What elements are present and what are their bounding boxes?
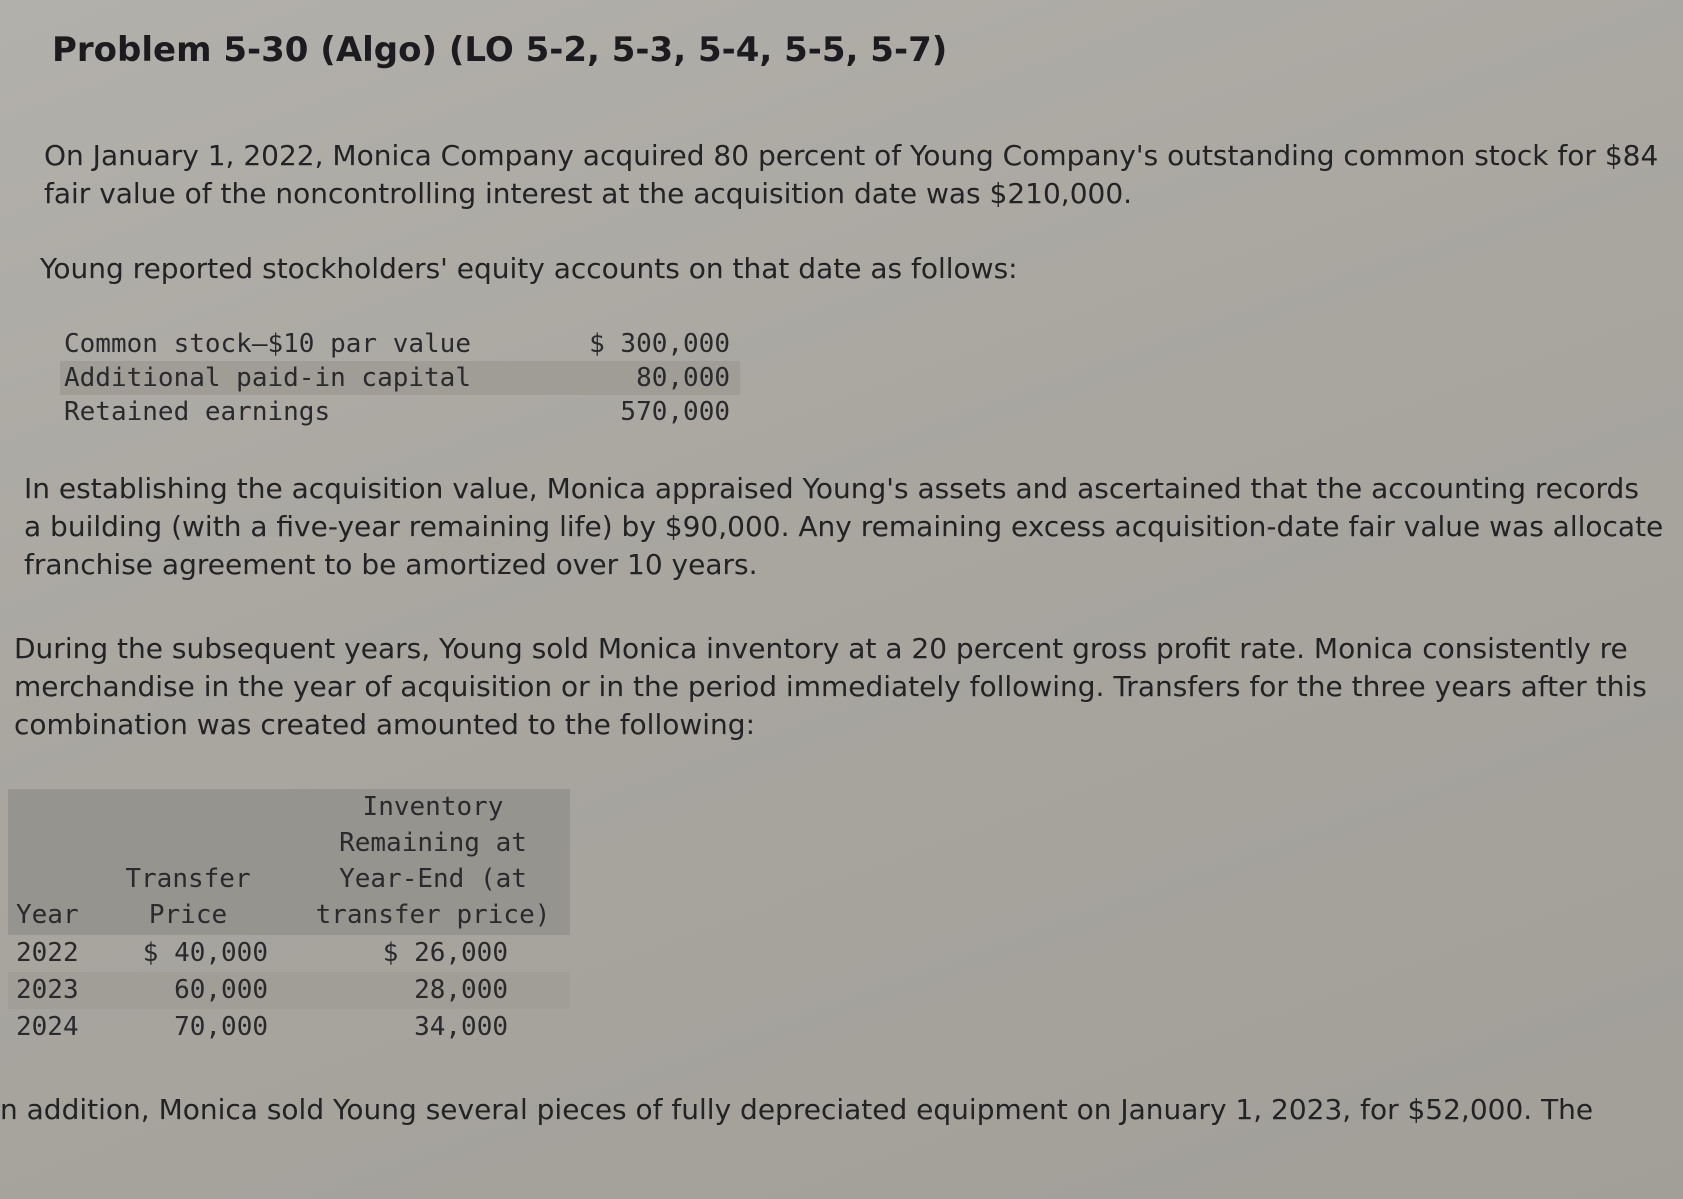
header-price-line: Price bbox=[148, 900, 228, 930]
appraisal-line-2: a building (with a five-year remaining life) by $90,000. Any remaining excess acquisition-date fair value was allocate bbox=[24, 510, 1664, 543]
equity-table bbox=[60, 327, 740, 429]
table-row bbox=[8, 1009, 570, 1046]
header-inv-line: Inventory bbox=[362, 792, 504, 822]
header-inventory-remaining bbox=[298, 789, 568, 933]
intro-paragraph bbox=[44, 137, 1658, 213]
transfer-table bbox=[8, 789, 570, 1046]
cell-transfer-price: $ 40,000 bbox=[142, 938, 268, 968]
equity-label: Additional paid-in capital bbox=[64, 363, 471, 393]
intro-line-1: On January 1, 2022, Monica Company acquired 80 percent of Young Company's outstanding common stock for $84 bbox=[44, 139, 1659, 172]
transfers-line-1: During the subsequent years, Young sold Monica inventory at a 20 percent gross profit rate. Monica consistently re bbox=[14, 632, 1628, 665]
intro-line-2: fair value of the noncontrolling interest at the acquisition date was $210,000. bbox=[44, 177, 1133, 210]
header-price-line: Transfer bbox=[125, 864, 251, 894]
cell-inventory: $ 26,000 bbox=[382, 938, 508, 968]
transfer-table-header bbox=[8, 789, 570, 935]
equity-intro-paragraph bbox=[40, 250, 1018, 288]
cell-year: 2024 bbox=[16, 1012, 79, 1042]
appraisal-line-3: franchise agreement to be amortized over 10 years. bbox=[24, 548, 758, 581]
cell-inventory: 28,000 bbox=[414, 975, 508, 1005]
table-row bbox=[8, 935, 570, 972]
header-inv-line: Remaining at bbox=[339, 828, 527, 858]
header-inv-line: transfer price) bbox=[315, 900, 551, 930]
addition-line-1: n addition, Monica sold Young several pieces of fully depreciated equipment on January 1, 2023, for $52,000. The bbox=[0, 1093, 1594, 1126]
cell-transfer-price: 60,000 bbox=[174, 975, 268, 1005]
header-year: Year bbox=[16, 900, 79, 930]
table-row bbox=[8, 972, 570, 1009]
equity-label: Common stock—$10 par value bbox=[64, 329, 471, 359]
problem-title: Problem 5-30 (Algo) (LO 5-2, 5-3, 5-4, 5-5, 5-7) bbox=[52, 30, 948, 70]
cell-inventory: 34,000 bbox=[414, 1012, 508, 1042]
equity-row bbox=[60, 395, 740, 429]
equity-value: 80,000 bbox=[636, 363, 730, 393]
cell-transfer-price: 70,000 bbox=[174, 1012, 268, 1042]
addition-paragraph bbox=[0, 1091, 1593, 1129]
cell-year: 2022 bbox=[16, 938, 79, 968]
cell-year: 2023 bbox=[16, 975, 79, 1005]
transfers-line-3: combination was created amounted to the following: bbox=[14, 708, 756, 741]
appraisal-line-1: In establishing the acquisition value, Monica appraised Young's assets and ascertained that the accounting records bbox=[24, 472, 1639, 505]
header-transfer-price bbox=[118, 861, 258, 933]
transfers-line-2: merchandise in the year of acquisition or in the period immediately following. Transfers for the three years after this bbox=[14, 670, 1647, 703]
equity-intro-line: Young reported stockholders' equity accounts on that date as follows: bbox=[40, 252, 1018, 285]
appraisal-paragraph bbox=[24, 470, 1663, 584]
equity-row bbox=[60, 361, 740, 395]
equity-label: Retained earnings bbox=[64, 397, 331, 427]
equity-row bbox=[60, 327, 740, 361]
equity-value: 570,000 bbox=[620, 397, 730, 427]
transfers-paragraph bbox=[14, 630, 1647, 744]
equity-value: $ 300,000 bbox=[589, 329, 730, 359]
header-inv-line: Year-End (at bbox=[339, 864, 527, 894]
